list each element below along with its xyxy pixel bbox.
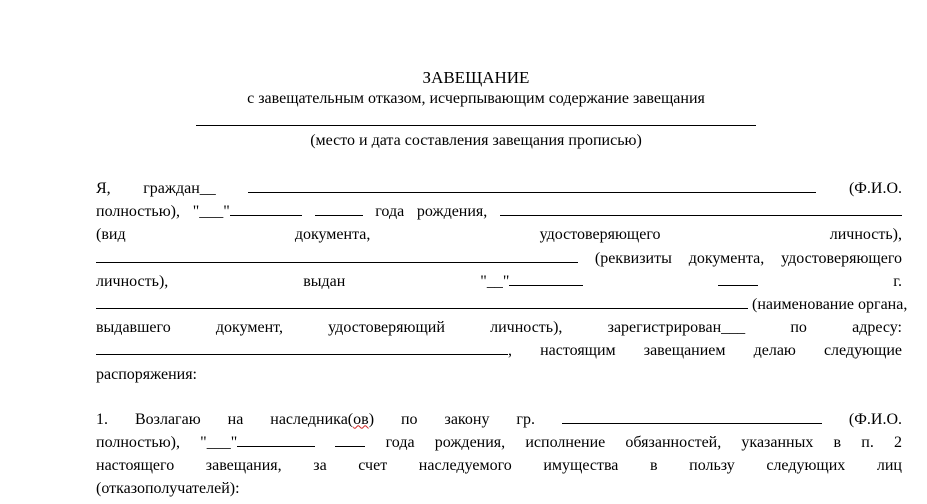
legacy-line-4: (отказополучателей): <box>96 480 240 498</box>
document-title: ЗАВЕЩАНИЕ <box>422 68 530 87</box>
document-page <box>50 68 908 500</box>
fio-blank[interactable] <box>248 178 816 193</box>
address-blank[interactable] <box>96 340 508 355</box>
birth-day-month-blank[interactable] <box>230 201 302 216</box>
testator-paragraph <box>50 177 908 386</box>
heir-birth-year-blank[interactable] <box>335 432 365 447</box>
legacy-paragraph <box>50 408 902 501</box>
issue-year-blank[interactable] <box>718 271 758 286</box>
issue-date-blank[interactable] <box>509 271 583 286</box>
testator-line-3: (вид документа, удостоверяющего личность), <box>96 226 902 244</box>
testator-line-8: , настоящим завещанием делаю следующие <box>50 339 902 362</box>
document-details-blank[interactable] <box>96 248 578 263</box>
spellcheck-word: ов <box>353 410 369 428</box>
testator-line-4: (реквизиты документа, удостоверяющего <box>50 247 902 270</box>
issuing-authority-blank[interactable] <box>96 294 748 309</box>
testator-line-6: (наименование органа, <box>50 293 902 316</box>
testator-line-7: выдавшего документ, удостоверяющий личность), зарегистрирован___ по адресу: <box>96 319 902 337</box>
birth-year-blank[interactable] <box>315 201 363 216</box>
legacy-line-2: полностью), "___" года рождения, исполнение обязанностей, указанных в п. 2 <box>96 433 903 451</box>
place-date-note: (место и дата составления завещания прописью) <box>310 132 642 149</box>
testator-line-2: полностью), "___" года рождения, <box>50 200 902 223</box>
testator-line-1: Я, граждан__ (Ф.И.О. <box>96 180 903 197</box>
heir-birth-date-blank[interactable] <box>237 432 315 447</box>
birth-extra-blank[interactable] <box>500 201 902 216</box>
legacy-line-3: настоящего завещания, за счет наследуемого имущества в пользу следующих лиц <box>96 457 902 475</box>
testator-line-9: распоряжения: <box>96 365 197 383</box>
testator-line-5: личность), выдан "__" г. <box>96 272 903 290</box>
place-date-blank-line[interactable] <box>196 111 756 126</box>
document-subtitle: с завещательным отказом, исчерпывающим содержание завещания <box>247 90 705 107</box>
legacy-line-1: 1. Возлагаю на наследника(ов) по закону гр. (Ф.И.О. <box>96 410 902 428</box>
heir-fio-blank[interactable] <box>562 409 822 424</box>
